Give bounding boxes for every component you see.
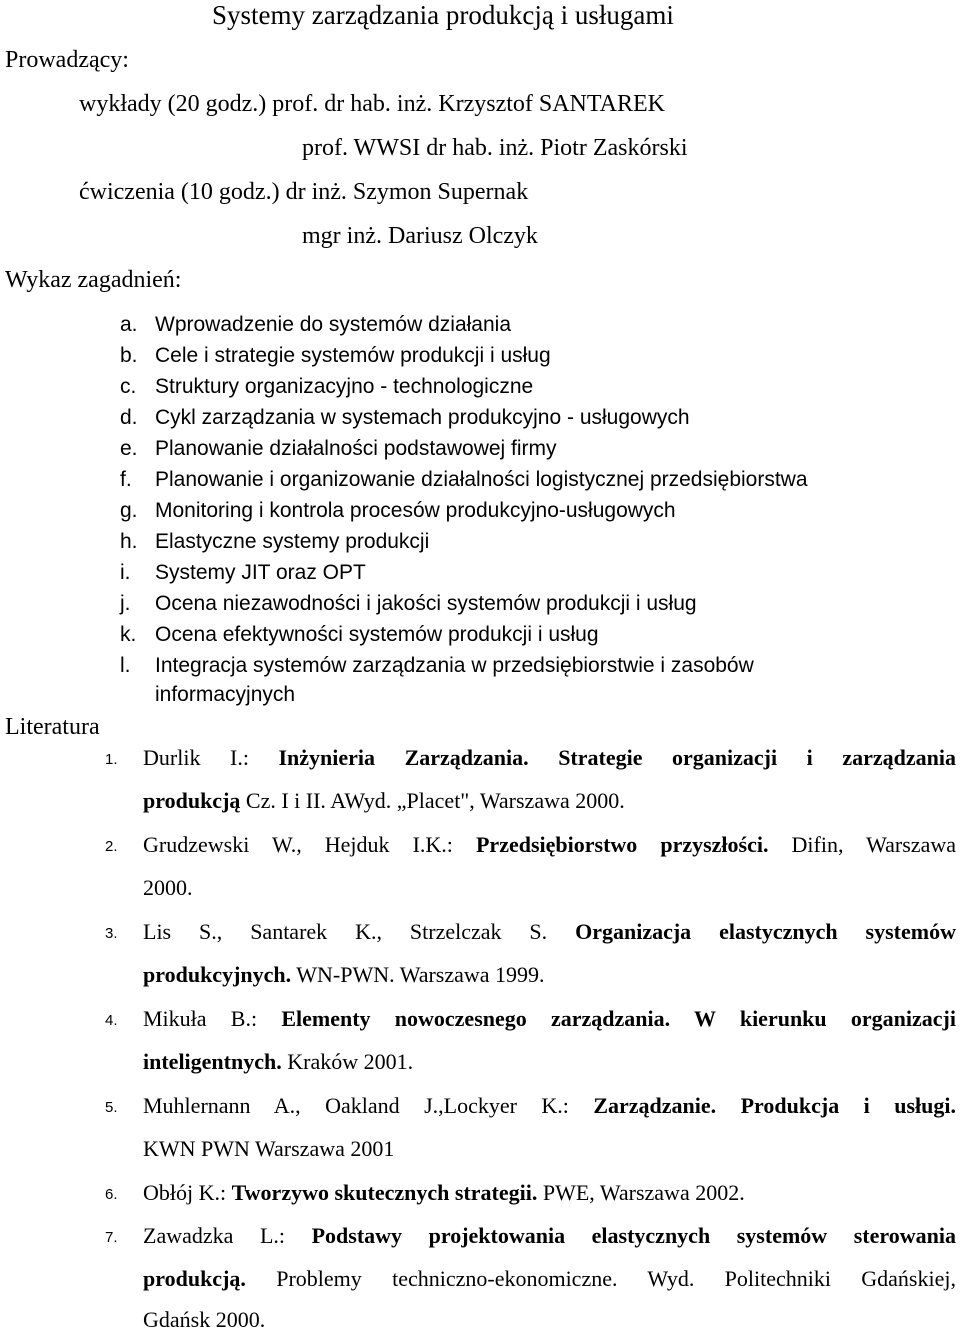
topic-text: Cykl zarządzania w systemach produkcyjno - usługowych — [155, 406, 690, 429]
literature-title: Zarządzanie. Produkcja i usługi. — [593, 1093, 956, 1118]
topic-item — [120, 591, 697, 617]
topic-letter: k. — [120, 623, 137, 646]
topic-item — [120, 622, 599, 648]
literature-number: 4. — [105, 1012, 118, 1029]
literature-item-1-line-2 — [143, 787, 956, 815]
topic-item — [120, 529, 429, 555]
literature-publisher: Difin, Warszawa — [768, 832, 956, 857]
topic-text: Planowanie i organizowanie działalności logistycznej przedsiębiorstwa — [155, 468, 808, 491]
topic-item — [120, 374, 533, 400]
literature-publisher: Cz. I i II. AWyd. „Placet", Warszawa 2000. — [240, 788, 625, 813]
literature-title-cont: inteligentnych. — [143, 1049, 282, 1074]
literature-authors: Grudzewski W., Hejduk I.K.: — [143, 832, 476, 857]
instructor-1: dr inż. Szymon Supernak — [285, 179, 529, 205]
topic-letter: l. — [120, 654, 131, 677]
topic-text: Cele i strategie systemów produkcji i usług — [155, 344, 551, 367]
literature-number: 7. — [105, 1229, 118, 1246]
topic-item — [120, 467, 808, 493]
literature-item-4-line-1 — [143, 1005, 956, 1033]
literature-item-7-line-1 — [143, 1222, 956, 1250]
topic-letter: b. — [120, 344, 138, 367]
literature-number: 5. — [105, 1099, 118, 1116]
topic-letter: j. — [120, 592, 131, 615]
topic-letter: g. — [120, 499, 138, 522]
literature-title: Inżynieria Zarządzania. Strategie organizacji i zarządzania — [278, 745, 956, 770]
literature-title: Podstawy projektowania elastycznych systemów sterowania — [311, 1223, 957, 1248]
topic-item — [120, 343, 551, 369]
literature-title: Przedsiębiorstwo przyszłości. — [475, 832, 769, 857]
topics-heading: Wykaz zagadnień: — [5, 267, 182, 293]
literature-item-2-line-1 — [143, 831, 956, 859]
literature-title: Elementy nowoczesnego zarządzania. W kierunku organizacji — [281, 1006, 956, 1031]
literature-item-7-line-2 — [143, 1265, 956, 1293]
topic-item — [120, 653, 754, 679]
topic-letter: a. — [120, 313, 138, 336]
topic-letter: h. — [120, 530, 138, 553]
topic-letter: f. — [120, 468, 132, 491]
topic-text: Struktury organizacyjno - technologiczne — [155, 375, 534, 398]
literature-publisher: KWN PWN Warszawa 2001 — [143, 1136, 395, 1161]
topic-item — [120, 498, 676, 524]
literature-item-5-line-1 — [143, 1092, 956, 1120]
literature-title: Organizacja elastycznych systemów — [575, 919, 956, 944]
topic-letter: i. — [120, 561, 131, 584]
topic-letter: d. — [120, 406, 138, 429]
literature-year: 2000. — [143, 875, 193, 900]
literature-title-cont: produkcyjnych. — [143, 962, 292, 987]
lecturers-heading: Prowadzący: — [5, 47, 129, 73]
topic-item — [120, 405, 690, 431]
topic-item — [120, 560, 366, 586]
literature-title: Tworzywo skutecznych strategii. — [231, 1180, 538, 1205]
topic-text: Elastyczne systemy produkcji — [155, 530, 430, 553]
literature-title-cont: produkcją. — [143, 1266, 246, 1291]
exercises-label: ćwiczenia (10 godz.) — [79, 179, 280, 205]
literature-number: 1. — [105, 751, 118, 768]
topic-letter: c. — [120, 375, 137, 398]
topic-text-continuation: informacyjnych — [155, 683, 296, 706]
literature-item-4-line-2 — [143, 1048, 956, 1076]
lecturer-1: prof. dr hab. inż. Krzysztof SANTAREK — [272, 91, 665, 117]
literature-item-1-line-1 — [143, 744, 956, 772]
topic-letter: e. — [120, 437, 138, 460]
literature-item-3-line-1 — [143, 918, 956, 946]
topic-item — [120, 436, 557, 462]
lecturer-2: prof. WWSI dr hab. inż. Piotr Zaskórski — [302, 135, 688, 161]
literature-number: 2. — [105, 838, 118, 855]
topic-text: Planowanie działalności podstawowej firmy — [155, 437, 557, 460]
literature-number: 6. — [105, 1186, 118, 1203]
literature-authors: Zawadzka L.: — [143, 1223, 312, 1248]
topic-text: Ocena efektywności systemów produkcji i usług — [155, 623, 599, 646]
literature-authors: Lis S., Santarek K., Strzelczak S. — [143, 919, 576, 944]
literature-authors: Obłój K.: — [143, 1180, 232, 1205]
literature-publisher: PWE, Warszawa 2002. — [537, 1180, 745, 1205]
literature-item-7-line-3 — [143, 1306, 956, 1334]
topic-text: Monitoring i kontrola procesów produkcyjno-usługowych — [155, 499, 676, 522]
literature-item-6-line-1 — [143, 1179, 956, 1207]
literature-publisher: Problemy techniczno-ekonomiczne. Wyd. Politechniki Gdańskiej, — [245, 1266, 956, 1291]
topic-text: Integracja systemów zarządzania w przedsiębiorstwie i zasobów — [155, 654, 754, 677]
exercises-line — [79, 178, 528, 206]
literature-title-cont: produkcją — [143, 788, 241, 813]
literature-number: 3. — [105, 925, 118, 942]
literature-item-3-line-2 — [143, 961, 956, 989]
lectures-label: wykłady (20 godz.) — [79, 91, 267, 117]
literature-authors: Mikuła B.: — [143, 1006, 282, 1031]
topic-text: Wprowadzenie do systemów działania — [155, 313, 512, 336]
topic-text: Systemy JIT oraz OPT — [155, 561, 366, 584]
literature-publisher: Kraków 2001. — [281, 1049, 414, 1074]
literature-city-year: Gdańsk 2000. — [143, 1307, 266, 1332]
literature-item-5-line-2 — [143, 1135, 956, 1163]
topic-item — [120, 312, 511, 338]
instructor-2: mgr inż. Dariusz Olczyk — [302, 223, 538, 249]
literature-publisher: WN-PWN. Warszawa 1999. — [291, 962, 545, 987]
lectures-line — [79, 90, 665, 118]
literature-authors: Muhlernann A., Oakland J.,Lockyer K.: — [143, 1093, 594, 1118]
literature-authors: Durlik I.: — [143, 745, 279, 770]
page-title: Systemy zarządzania produkcją i usługami — [212, 0, 674, 30]
literature-item-2-line-2 — [143, 874, 956, 902]
topic-text: Ocena niezawodności i jakości systemów produkcji i usług — [155, 592, 697, 615]
literature-heading: Literatura — [5, 714, 100, 740]
